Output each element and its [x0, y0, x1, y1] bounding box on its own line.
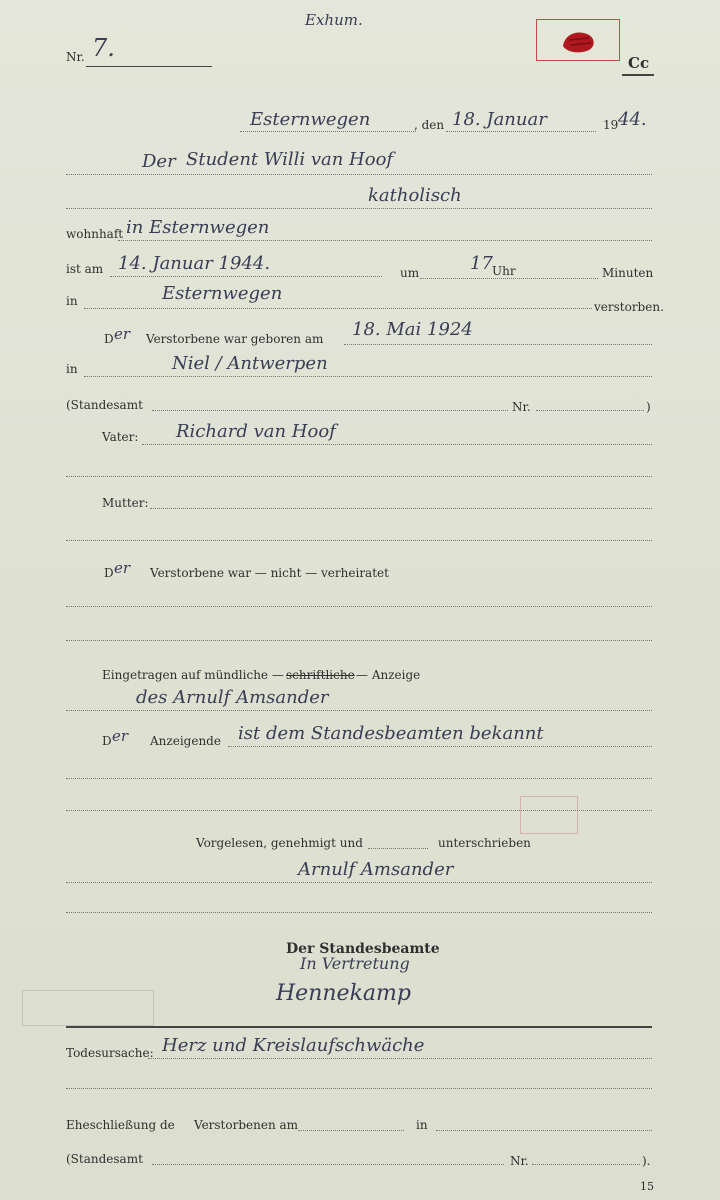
- mutter-label: Mutter:: [102, 496, 149, 510]
- marital-prefix: D: [104, 566, 114, 580]
- unterschrieben-label: unterschrieben: [438, 836, 531, 850]
- verstorben-label: verstorben.: [594, 300, 664, 314]
- religion: katholisch: [368, 185, 462, 206]
- death-place: Esternwegen: [162, 283, 283, 304]
- cause-line: [148, 1058, 652, 1059]
- birth-label: Verstorbene war geboren am: [146, 332, 324, 346]
- signature-line-2: [66, 912, 652, 913]
- birth-article: er: [114, 325, 131, 343]
- death-date: 14. Januar 1944.: [118, 253, 271, 274]
- date-line: [446, 131, 596, 132]
- birth-place: Niel / Antwerpen: [172, 353, 328, 374]
- red-stamp-box: [536, 19, 620, 61]
- faded-grey-stamp: [22, 990, 154, 1026]
- death-date-line: [110, 276, 382, 277]
- person-article: Der: [142, 151, 176, 172]
- marriage-place-line: [436, 1130, 652, 1131]
- religion-line: [66, 208, 652, 209]
- top-note: Exhum.: [305, 11, 363, 29]
- ist-am-label: ist am: [66, 262, 104, 276]
- informant-line: [66, 710, 652, 711]
- vorgelesen-label: Vorgelesen, genehmigt und: [196, 836, 363, 850]
- marriage-label-b: Verstorbenen am: [194, 1118, 299, 1132]
- den-label: , den: [414, 118, 445, 132]
- marriage-date-line: [298, 1130, 404, 1131]
- birth-nr-label: Nr.: [512, 400, 531, 414]
- marital-article: er: [114, 559, 131, 577]
- cause-top-rule: [66, 1026, 652, 1028]
- form-code-underline: [622, 74, 654, 76]
- mutter-line: [150, 508, 652, 509]
- registration-part1: Eingetragen auf mündliche —: [102, 668, 284, 682]
- form-code: Cc: [628, 54, 650, 72]
- informant-article: er: [112, 727, 129, 745]
- anzeigende-label: Anzeigende: [150, 734, 221, 748]
- registration-part2: — Anzeige: [356, 668, 421, 682]
- um-label: um: [400, 266, 420, 280]
- residence-line: [118, 240, 652, 241]
- name-line: [66, 174, 652, 175]
- informant-signature: Arnulf Amsander: [298, 859, 454, 880]
- wohnhaft-label: wohnhaft: [66, 227, 124, 241]
- marital-text: Verstorbene war — nicht — verheiratet: [150, 566, 389, 580]
- faded-red-stamp: [520, 796, 578, 834]
- signature-line-1: [66, 882, 652, 883]
- person-name: Student Willi van Hoof: [186, 149, 394, 170]
- record-number: 7.: [92, 34, 115, 62]
- cause-label: Todesursache:: [66, 1046, 154, 1060]
- birth-place-line: [84, 376, 652, 377]
- vater-line-2: [66, 476, 652, 477]
- cause-value: Herz und Kreislaufschwäche: [162, 1035, 425, 1056]
- official-title: Der Standesbeamte: [286, 941, 440, 957]
- official-note: In Vertretung: [300, 954, 410, 973]
- marriage-in-label: in: [416, 1118, 428, 1132]
- residence-value: in Esternwegen: [126, 217, 270, 238]
- marriage-standesamt-label: (Standesamt: [66, 1152, 143, 1166]
- informant-known: ist dem Standesbeamten bekannt: [238, 723, 544, 744]
- birth-prefix: D: [104, 332, 114, 346]
- registration-struck: schriftliche: [286, 668, 355, 682]
- page-number: 15: [640, 1180, 654, 1193]
- birth-date: 18. Mai 1924: [352, 319, 473, 340]
- known-line: [228, 746, 652, 747]
- informant-name: des Arnulf Amsander: [136, 687, 329, 708]
- birth-date-line: [344, 344, 652, 345]
- marriage-close: ).: [642, 1154, 651, 1168]
- marital-line-2: [66, 640, 652, 641]
- red-seal-mark: [559, 28, 599, 54]
- known-line-2: [66, 778, 652, 779]
- vater-line: [142, 444, 652, 445]
- marital-line-1: [66, 606, 652, 607]
- birth-close-paren: ): [646, 400, 651, 414]
- nr-label: Nr.: [66, 50, 85, 64]
- nr-underline: [86, 66, 212, 67]
- year-suffix: 44.: [618, 109, 647, 130]
- informant-prefix: D: [102, 734, 112, 748]
- record-place: Esternwegen: [250, 109, 371, 130]
- record-day-month: 18. Januar: [452, 109, 547, 130]
- death-in-label: in: [66, 294, 78, 308]
- mutter-line-2: [66, 540, 652, 541]
- year-prefix: 19: [603, 118, 619, 132]
- marriage-nr-line: [532, 1164, 640, 1165]
- birth-nr-line: [536, 410, 644, 411]
- marriage-label-a: Eheschließung de: [66, 1118, 175, 1132]
- marriage-nr-label: Nr.: [510, 1154, 529, 1168]
- minuten-label: Minuten: [602, 266, 654, 280]
- uhr-label: Uhr: [492, 264, 516, 278]
- birth-in-label: in: [66, 362, 78, 376]
- marriage-standesamt-line: [152, 1164, 504, 1165]
- official-signature: Hennekamp: [276, 981, 411, 1006]
- place-line: [240, 131, 416, 132]
- time-line: [420, 278, 598, 279]
- cause-line-2: [66, 1088, 652, 1089]
- birth-standesamt-line: [152, 410, 508, 411]
- vater-value: Richard van Hoof: [176, 421, 336, 442]
- death-hour: 17: [470, 253, 493, 274]
- birth-standesamt-label: (Standesamt: [66, 398, 143, 412]
- vater-label: Vater:: [102, 430, 139, 444]
- vorgelesen-line: [368, 848, 428, 849]
- death-place-line: [84, 308, 592, 309]
